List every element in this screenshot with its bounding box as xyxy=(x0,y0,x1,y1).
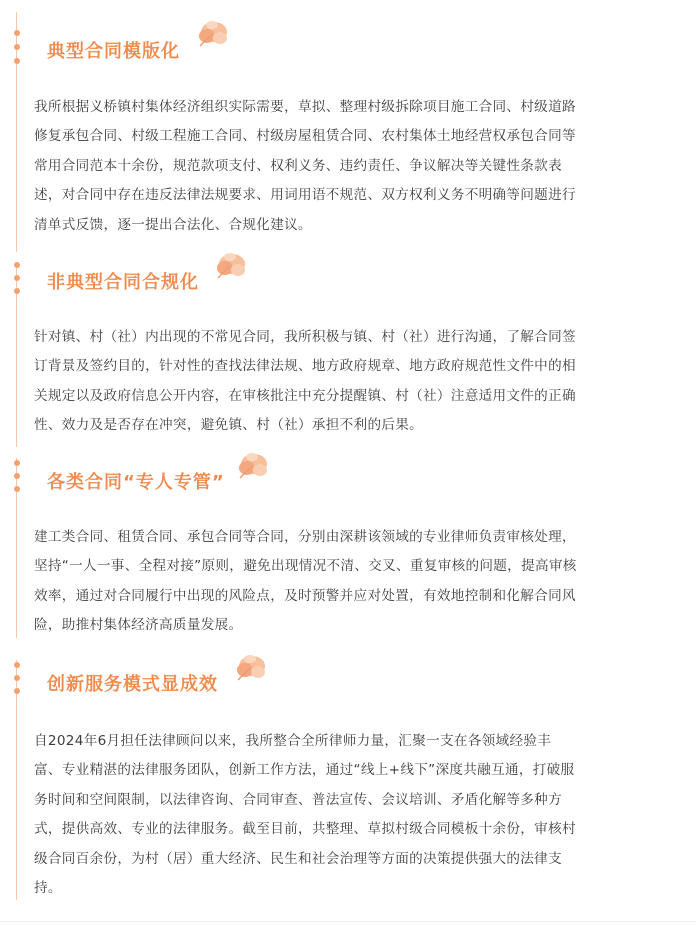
section-paragraph xyxy=(34,523,664,641)
section-paragraph xyxy=(34,93,664,240)
paragraph-line: 级合同百余份，为村（居）重大经济、民生和社会治理等方面的决策提供强大的法律支 xyxy=(34,850,562,867)
paragraph-line: 性、效力及是否存在冲突，避免镇、村（社）承担不利的后果。 xyxy=(34,417,424,434)
dot-column-icon xyxy=(13,662,21,702)
paragraph-line: 订背景及签约目的，针对性的查找法律法规、地方政府规章、地方政府规范性文件中的相 xyxy=(34,358,576,375)
maple-leaf-icon xyxy=(192,16,234,52)
maple-leaf-icon xyxy=(210,248,252,284)
paragraph-line: 富、专业精湛的法律服务团队，创新工作方法，通过“线上+线下”深度共融互通，打破服 xyxy=(34,762,575,779)
paragraph-line: 险，助推村集体经济高质量发展。 xyxy=(34,617,243,634)
paragraph-line: 务时间和空间限制，以法律咨询、合同审查、普法宣传、会议培训、矛盾化解等多种方 xyxy=(34,791,562,808)
dot-column-icon xyxy=(13,460,21,500)
dot-column-icon xyxy=(13,30,21,70)
section-heading: 各类合同“专人专管” xyxy=(47,472,225,493)
paragraph-line: 针对镇、村（社）内出现的不常见合同，我所积极与镇、村（社）进行沟通，了解合同签 xyxy=(34,329,576,345)
paragraph-line: 修复承包合同、村级工程施工合同、村级房屋租赁合同、农村集体土地经营权承包合同等 xyxy=(34,128,576,145)
maple-leaf-icon xyxy=(232,448,274,484)
paragraph-line: 式，提供高效、专业的法律服务。截至目前，共整理、草拟村级合同模板十余份，审核村 xyxy=(34,821,576,838)
paragraph-line: 我所根据义桥镇村集体经济组织实际需要，草拟、整理村级拆除项目施工合同、村级道路 xyxy=(34,99,576,115)
section-paragraph xyxy=(34,727,664,903)
paragraph-line: 常用合同范本十余份，规范款项支付、权利义务、违约责任、争议解决等关键性条款表 xyxy=(34,157,562,174)
dot-column-icon xyxy=(13,262,21,302)
maple-leaf-icon xyxy=(230,650,272,686)
section-heading: 典型合同模版化 xyxy=(47,41,180,62)
paragraph-line: 建工类合同、租赁合同、承包合同等合同，分别由深耕该领域的专业律师负责审核处理， xyxy=(34,529,576,545)
paragraph-line: 清单式反馈，逐一提出合法化、合规化建议。 xyxy=(34,216,312,233)
paragraph-line: 坚持“一人一事、全程对接”原则，避免出现情况不清、交叉、重复审核的问题，提高审核 xyxy=(34,558,577,575)
paragraph-line: 持。 xyxy=(34,880,62,897)
paragraph-line: 述，对合同中存在违反法律法规要求、用词用语不规范、双方权利义务不明确等问题进行 xyxy=(34,187,576,204)
paragraph-line: 关规定以及政府信息公开内容，在审核批注中充分提醒镇、村（社）注意适用文件的正确 xyxy=(34,387,576,404)
section-paragraph xyxy=(34,323,664,441)
paragraph-line: 效率，通过对合同履行中出现的风险点，及时预警并应对处置，有效地控制和化解合同风 xyxy=(34,587,576,604)
section-heading: 非典型合同合规化 xyxy=(47,272,199,293)
section-heading: 创新服务模式显成效 xyxy=(47,674,218,695)
page-divider xyxy=(0,921,696,922)
paragraph-line: 自2024年6月担任法律顾问以来，我所整合全所律师力量，汇聚一支在各领域经验丰 xyxy=(34,733,552,749)
